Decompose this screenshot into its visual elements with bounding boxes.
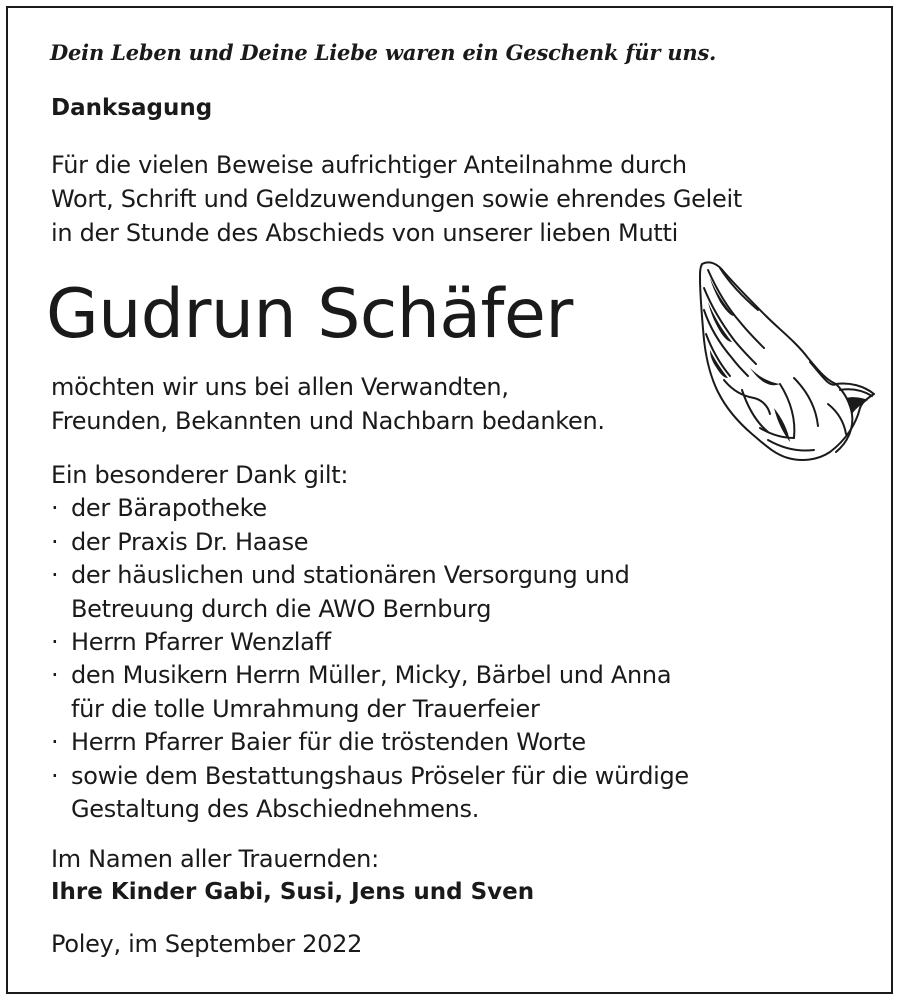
list-item-text: der Praxis Dr. Haase — [71, 527, 309, 556]
thanks-line: möchten wir uns bei allen Verwandten, — [51, 373, 509, 401]
special-thanks-intro: Ein besonderer Dank gilt: — [51, 461, 349, 489]
bullet: · — [51, 527, 59, 556]
list-item-text: der Bärapotheke — [71, 494, 267, 523]
list-item-text: den Musikern Herrn Müller, Micky, Bärbel und Anna — [71, 661, 672, 690]
closing-line: Im Namen aller Trauernden: — [51, 845, 379, 873]
list-item — [51, 659, 689, 726]
signature: Ihre Kinder Gabi, Susi, Jens und Sven — [51, 879, 535, 905]
list-item-text: Betreuung durch die AWO Bernburg — [71, 594, 492, 623]
list-item — [51, 492, 689, 525]
list-item — [51, 760, 689, 827]
motto: Dein Leben und Deine Liebe waren ein Geschenk für uns. — [50, 40, 717, 65]
bullet: · — [51, 761, 59, 790]
intro-line: Für die vielen Beweise aufrichtiger Anteilnahme durch — [51, 151, 687, 179]
place-date: Poley, im September 2022 — [51, 930, 363, 958]
bullet: · — [51, 728, 59, 757]
praying-hands-icon — [690, 258, 878, 463]
bullet: · — [51, 561, 59, 590]
list-item-text: Gestaltung des Abschiednehmens. — [71, 795, 480, 824]
thanks-line: Freunden, Bekannten und Nachbarn bedanken. — [51, 407, 605, 435]
list-item-text: Herrn Pfarrer Baier für die tröstenden Worte — [71, 728, 586, 757]
list-item — [51, 626, 689, 659]
list-item — [51, 726, 689, 759]
list-item-text: für die tolle Umrahmung der Trauerfeier — [71, 694, 540, 723]
bullet: · — [51, 628, 59, 657]
intro-line: Wort, Schrift und Geldzuwendungen sowie ehrendes Geleit — [51, 185, 742, 213]
deceased-name: Gudrun Schäfer — [46, 275, 573, 354]
intro-paragraph — [51, 148, 742, 250]
special-thanks-section — [51, 459, 689, 826]
thanks-paragraph — [51, 370, 605, 438]
list-item — [51, 559, 689, 626]
intro-line: in der Stunde des Abschieds von unserer lieben Mutti — [51, 219, 678, 247]
bullet: · — [51, 494, 59, 523]
list-item-text: sowie dem Bestattungshaus Pröseler für die würdige — [71, 761, 689, 790]
list-item-text: der häuslichen und stationären Versorgung und — [71, 561, 630, 590]
list-item — [51, 526, 689, 559]
list-item-text: Herrn Pfarrer Wenzlaff — [71, 628, 331, 657]
heading-danksagung: Danksagung — [51, 95, 213, 121]
bullet: · — [51, 661, 59, 690]
